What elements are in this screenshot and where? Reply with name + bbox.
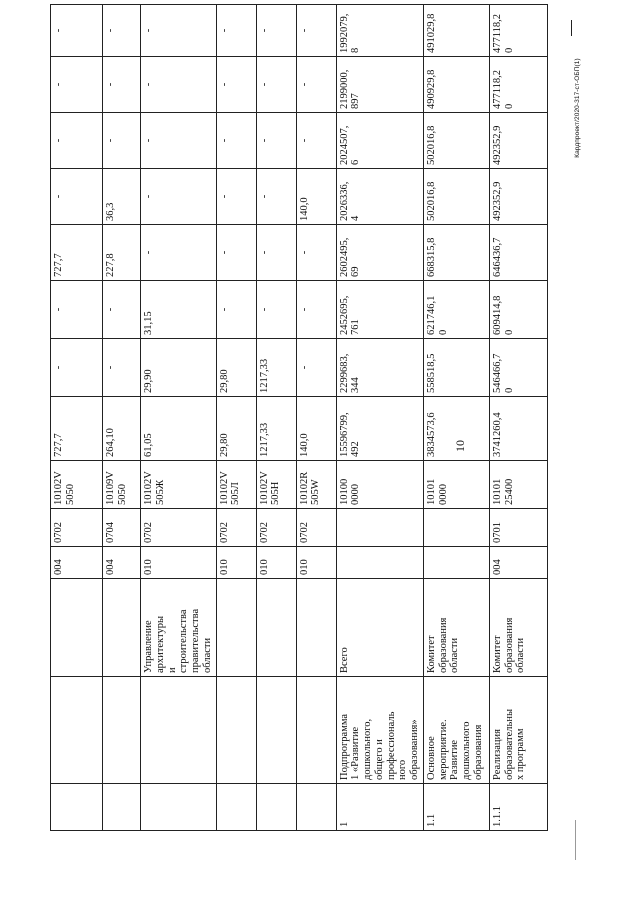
table-row <box>256 5 296 831</box>
cell-text: 3834573,6 <box>425 412 437 457</box>
table-row <box>296 5 336 831</box>
table-cell <box>103 281 141 339</box>
cell-text: 004 <box>491 559 503 575</box>
table-cell <box>256 547 296 579</box>
cell-text: - <box>143 28 154 33</box>
table-cell <box>51 169 103 225</box>
table-cell <box>296 784 336 831</box>
cell-text: Комитет образования области <box>425 617 461 673</box>
cell-text: 727,7 <box>53 433 64 457</box>
cell-text: - <box>53 365 64 370</box>
cell-text: 004 <box>53 559 64 575</box>
table-cell <box>141 509 217 547</box>
table-cell <box>423 579 489 677</box>
table-cell <box>296 57 336 113</box>
cell-text: 3741260,4 <box>491 412 503 457</box>
table-cell <box>489 281 547 339</box>
table-cell <box>296 547 336 579</box>
cell-text: 558518,5 <box>425 353 437 393</box>
table-cell <box>51 225 103 281</box>
table-cell <box>103 461 141 509</box>
cell-text: 490929,8 <box>425 69 437 109</box>
cell-text: - <box>143 82 154 87</box>
cell-text: 502016,8 <box>425 181 437 221</box>
cell-text: 61,05 <box>143 433 154 457</box>
table-cell <box>336 169 423 225</box>
cell-text: Реализация образовательны х программ <box>491 709 527 780</box>
cell-text: - <box>143 194 154 199</box>
table-cell <box>51 113 103 169</box>
table-cell <box>296 397 336 461</box>
table-cell <box>256 225 296 281</box>
table-cell <box>336 579 423 677</box>
table-cell <box>489 509 547 547</box>
table-cell <box>51 339 103 397</box>
cell-text: 0702 <box>218 522 230 543</box>
table-cell <box>423 5 489 57</box>
table-cell <box>296 113 336 169</box>
table-cell <box>489 461 547 509</box>
cell-text: 492352,9 <box>491 125 503 165</box>
table-cell <box>216 225 256 281</box>
cell-text: 10101 0000 <box>425 478 449 505</box>
table-cell <box>141 57 217 113</box>
table-cell <box>256 169 296 225</box>
cell-text: 10102V 505Н <box>258 471 282 505</box>
table-cell <box>103 225 141 281</box>
table-cell <box>141 113 217 169</box>
table-cell <box>256 57 296 113</box>
table-cell <box>256 281 296 339</box>
cell-text: - <box>298 138 310 143</box>
table-cell <box>141 677 217 784</box>
cell-text: - <box>53 82 64 87</box>
cell-text: - <box>258 138 270 143</box>
table-cell <box>423 461 489 509</box>
cell-text: - <box>258 194 270 199</box>
table-row <box>489 5 547 831</box>
table-cell <box>336 281 423 339</box>
table-row <box>103 5 141 831</box>
cell-text: - <box>218 138 230 143</box>
table-cell <box>51 784 103 831</box>
cell-text: - <box>298 365 310 370</box>
cell-text: 609414,8 0 <box>491 295 515 335</box>
table-row <box>141 5 217 831</box>
table-cell <box>489 397 547 461</box>
table-cell <box>141 5 217 57</box>
cell-text: - <box>53 138 64 143</box>
cell-text: 646436,7 <box>491 237 503 277</box>
cell-text: 10101 25400 <box>491 478 515 505</box>
cell-text: 0704 <box>105 522 116 543</box>
cell-text: 1.1 <box>425 813 437 827</box>
table-cell <box>51 677 103 784</box>
table-cell <box>296 281 336 339</box>
table-cell <box>296 225 336 281</box>
cell-text: 546466,7 0 <box>491 353 515 393</box>
cell-text: 010 <box>258 559 270 575</box>
table-row <box>336 5 423 831</box>
cell-text: - <box>298 250 310 255</box>
table-cell <box>336 547 423 579</box>
cell-text: - <box>298 82 310 87</box>
cell-text: - <box>105 138 116 143</box>
table-cell <box>256 784 296 831</box>
table-cell <box>141 339 217 397</box>
table-cell <box>141 784 217 831</box>
table-cell <box>216 677 256 784</box>
table-cell <box>51 461 103 509</box>
cell-text: 727,7 <box>53 253 64 277</box>
cell-text: 10102V 505Л <box>218 471 242 505</box>
table-cell <box>103 677 141 784</box>
table-cell <box>256 461 296 509</box>
rotated-table-wrapper <box>50 13 530 831</box>
cell-text: 29,90 <box>143 369 154 393</box>
cell-text: - <box>143 250 154 255</box>
table-cell <box>423 57 489 113</box>
cell-text: 10100 0000 <box>338 478 362 505</box>
cell-text: 31,15 <box>143 311 154 335</box>
cell-text: - <box>143 138 154 143</box>
table-cell <box>423 113 489 169</box>
cell-text: 621746,1 0 <box>425 295 449 335</box>
table-cell <box>103 339 141 397</box>
edge-line <box>571 20 572 36</box>
cell-text: - <box>258 250 270 255</box>
table-row <box>216 5 256 831</box>
table-cell <box>256 579 296 677</box>
cell-text: 140,0 <box>298 197 310 221</box>
table-body <box>51 5 548 831</box>
cell-text: - <box>218 194 230 199</box>
table-cell <box>216 784 256 831</box>
cell-text: 010 <box>218 559 230 575</box>
table-cell <box>336 509 423 547</box>
table-cell <box>141 461 217 509</box>
cell-text: - <box>218 307 230 312</box>
cell-text: Комитет образования области <box>491 617 527 673</box>
table-cell <box>336 784 423 831</box>
cell-text: 2026336, 4 <box>338 181 362 221</box>
table-cell <box>216 169 256 225</box>
cell-text: 0702 <box>298 522 310 543</box>
table-cell <box>489 784 547 831</box>
table-cell <box>216 5 256 57</box>
table-cell <box>141 579 217 677</box>
table-cell <box>336 461 423 509</box>
table-cell <box>216 579 256 677</box>
table-cell <box>216 547 256 579</box>
cell-text: 227,8 <box>105 253 116 277</box>
table-cell <box>216 57 256 113</box>
cell-text: - <box>218 28 230 33</box>
table-cell <box>423 169 489 225</box>
table-cell <box>103 113 141 169</box>
table-cell <box>103 579 141 677</box>
table-cell <box>336 5 423 57</box>
table-cell <box>216 281 256 339</box>
table-cell <box>336 57 423 113</box>
cell-text: 10109V 5050 <box>105 471 128 505</box>
table-cell <box>51 547 103 579</box>
cell-text: 0702 <box>53 522 64 543</box>
budget-table <box>50 4 548 831</box>
table-cell <box>336 113 423 169</box>
table-cell <box>489 169 547 225</box>
cell-text: 264,10 <box>105 428 116 457</box>
table-cell <box>423 339 489 397</box>
page-number: 10 <box>453 440 467 452</box>
cell-text: 2199000, 897 <box>338 69 362 109</box>
table-cell <box>423 225 489 281</box>
cell-text: 140,0 <box>298 433 310 457</box>
cell-text: 2452695, 761 <box>338 295 362 335</box>
table-cell <box>141 169 217 225</box>
table-cell <box>216 461 256 509</box>
cell-text: Основное мероприятие. Развитие дошкольного образования <box>425 719 484 780</box>
table-cell <box>489 547 547 579</box>
table-cell <box>216 339 256 397</box>
table-cell <box>141 281 217 339</box>
table-cell <box>423 397 489 461</box>
cell-text: 1 <box>338 821 350 827</box>
table-cell <box>141 547 217 579</box>
table-cell <box>296 677 336 784</box>
cell-text: - <box>53 307 64 312</box>
table-cell <box>296 509 336 547</box>
cell-text: 29,80 <box>218 433 230 457</box>
cell-text: 004 <box>105 559 116 575</box>
cell-text: 502016,8 <box>425 125 437 165</box>
cell-text: 29,80 <box>218 369 230 393</box>
table-cell <box>423 281 489 339</box>
cell-text: - <box>218 250 230 255</box>
table-cell <box>216 113 256 169</box>
table-cell <box>489 5 547 57</box>
table-cell <box>336 397 423 461</box>
cell-text: 36,3 <box>105 202 116 221</box>
cell-text: 0702 <box>143 522 154 543</box>
cell-text: - <box>298 28 310 33</box>
table-cell <box>296 339 336 397</box>
table-cell <box>51 281 103 339</box>
table-cell <box>51 57 103 113</box>
table-cell <box>256 113 296 169</box>
cell-text: - <box>298 307 310 312</box>
cell-text: 668315,8 <box>425 237 437 277</box>
table-cell <box>256 5 296 57</box>
cell-text: - <box>258 28 270 33</box>
cell-text: 10102R 505W <box>298 471 322 505</box>
table-cell <box>103 5 141 57</box>
cell-text: - <box>105 307 116 312</box>
table-cell <box>51 397 103 461</box>
table-cell <box>336 677 423 784</box>
cell-text: - <box>105 28 116 33</box>
table-cell <box>336 225 423 281</box>
table-cell <box>256 677 296 784</box>
cell-text: 2602495, 69 <box>338 237 362 277</box>
table-cell <box>489 339 547 397</box>
table-cell <box>103 169 141 225</box>
cell-text: - <box>105 82 116 87</box>
table-cell <box>141 225 217 281</box>
cell-text: Управление архитектуры и строительства правительства области <box>143 608 213 673</box>
table-cell <box>216 509 256 547</box>
cell-text: - <box>218 82 230 87</box>
table-cell <box>489 677 547 784</box>
cell-text: Всего <box>338 647 350 673</box>
cell-text: 477118,2 0 <box>491 70 515 109</box>
table-cell <box>489 57 547 113</box>
table-cell <box>216 397 256 461</box>
table-cell <box>51 5 103 57</box>
table-cell <box>423 547 489 579</box>
cell-text: - <box>53 28 64 33</box>
table-cell <box>51 579 103 677</box>
table-cell <box>296 5 336 57</box>
cell-text: 1992079, 8 <box>338 13 362 53</box>
cell-text: - <box>258 307 270 312</box>
table-cell <box>256 397 296 461</box>
table-row <box>423 5 489 831</box>
cell-text: 1.1.1 <box>491 806 503 827</box>
table-cell <box>296 461 336 509</box>
table-cell <box>296 579 336 677</box>
cell-text: 15596799, 492 <box>338 412 362 457</box>
table-row <box>51 5 103 831</box>
table-cell <box>296 169 336 225</box>
table-cell <box>423 509 489 547</box>
table-cell <box>103 547 141 579</box>
side-document-mark: Кардпроект/2020-317-ст-ОБП(1) <box>574 58 581 158</box>
cell-text: 0701 <box>491 522 503 543</box>
table-cell <box>336 339 423 397</box>
table-cell <box>103 57 141 113</box>
edge-line-bottom <box>575 820 576 860</box>
cell-text: - <box>258 82 270 87</box>
cell-text: 477118,2 0 <box>491 14 515 53</box>
cell-text: 0702 <box>258 522 270 543</box>
table-cell <box>489 579 547 677</box>
table-cell <box>141 397 217 461</box>
cell-text: 1217,33 <box>258 422 270 457</box>
cell-text: 492352,9 <box>491 181 503 221</box>
table-cell <box>256 339 296 397</box>
table-cell <box>489 225 547 281</box>
cell-text: 491029,8 <box>425 13 437 53</box>
cell-text: - <box>105 365 116 370</box>
cell-text: 010 <box>143 559 154 575</box>
cell-text: 010 <box>298 559 310 575</box>
cell-text: Подпрограмма 1 «Развитие дошкольного, общего и профессиональ ного образования» <box>338 711 420 780</box>
table-cell <box>51 509 103 547</box>
table-cell <box>103 784 141 831</box>
cell-text: 1217,33 <box>258 358 270 393</box>
table-cell <box>256 509 296 547</box>
cell-text: 2299683, 344 <box>338 353 362 393</box>
cell-text: 10102V 5050 <box>53 471 76 505</box>
table-cell <box>423 784 489 831</box>
cell-text: 10102V 505Ж <box>143 471 166 505</box>
table-cell <box>103 509 141 547</box>
table-cell <box>423 677 489 784</box>
cell-text: - <box>53 194 64 199</box>
cell-text: 2024507, 6 <box>338 125 362 165</box>
table-cell <box>489 113 547 169</box>
table-cell <box>103 397 141 461</box>
